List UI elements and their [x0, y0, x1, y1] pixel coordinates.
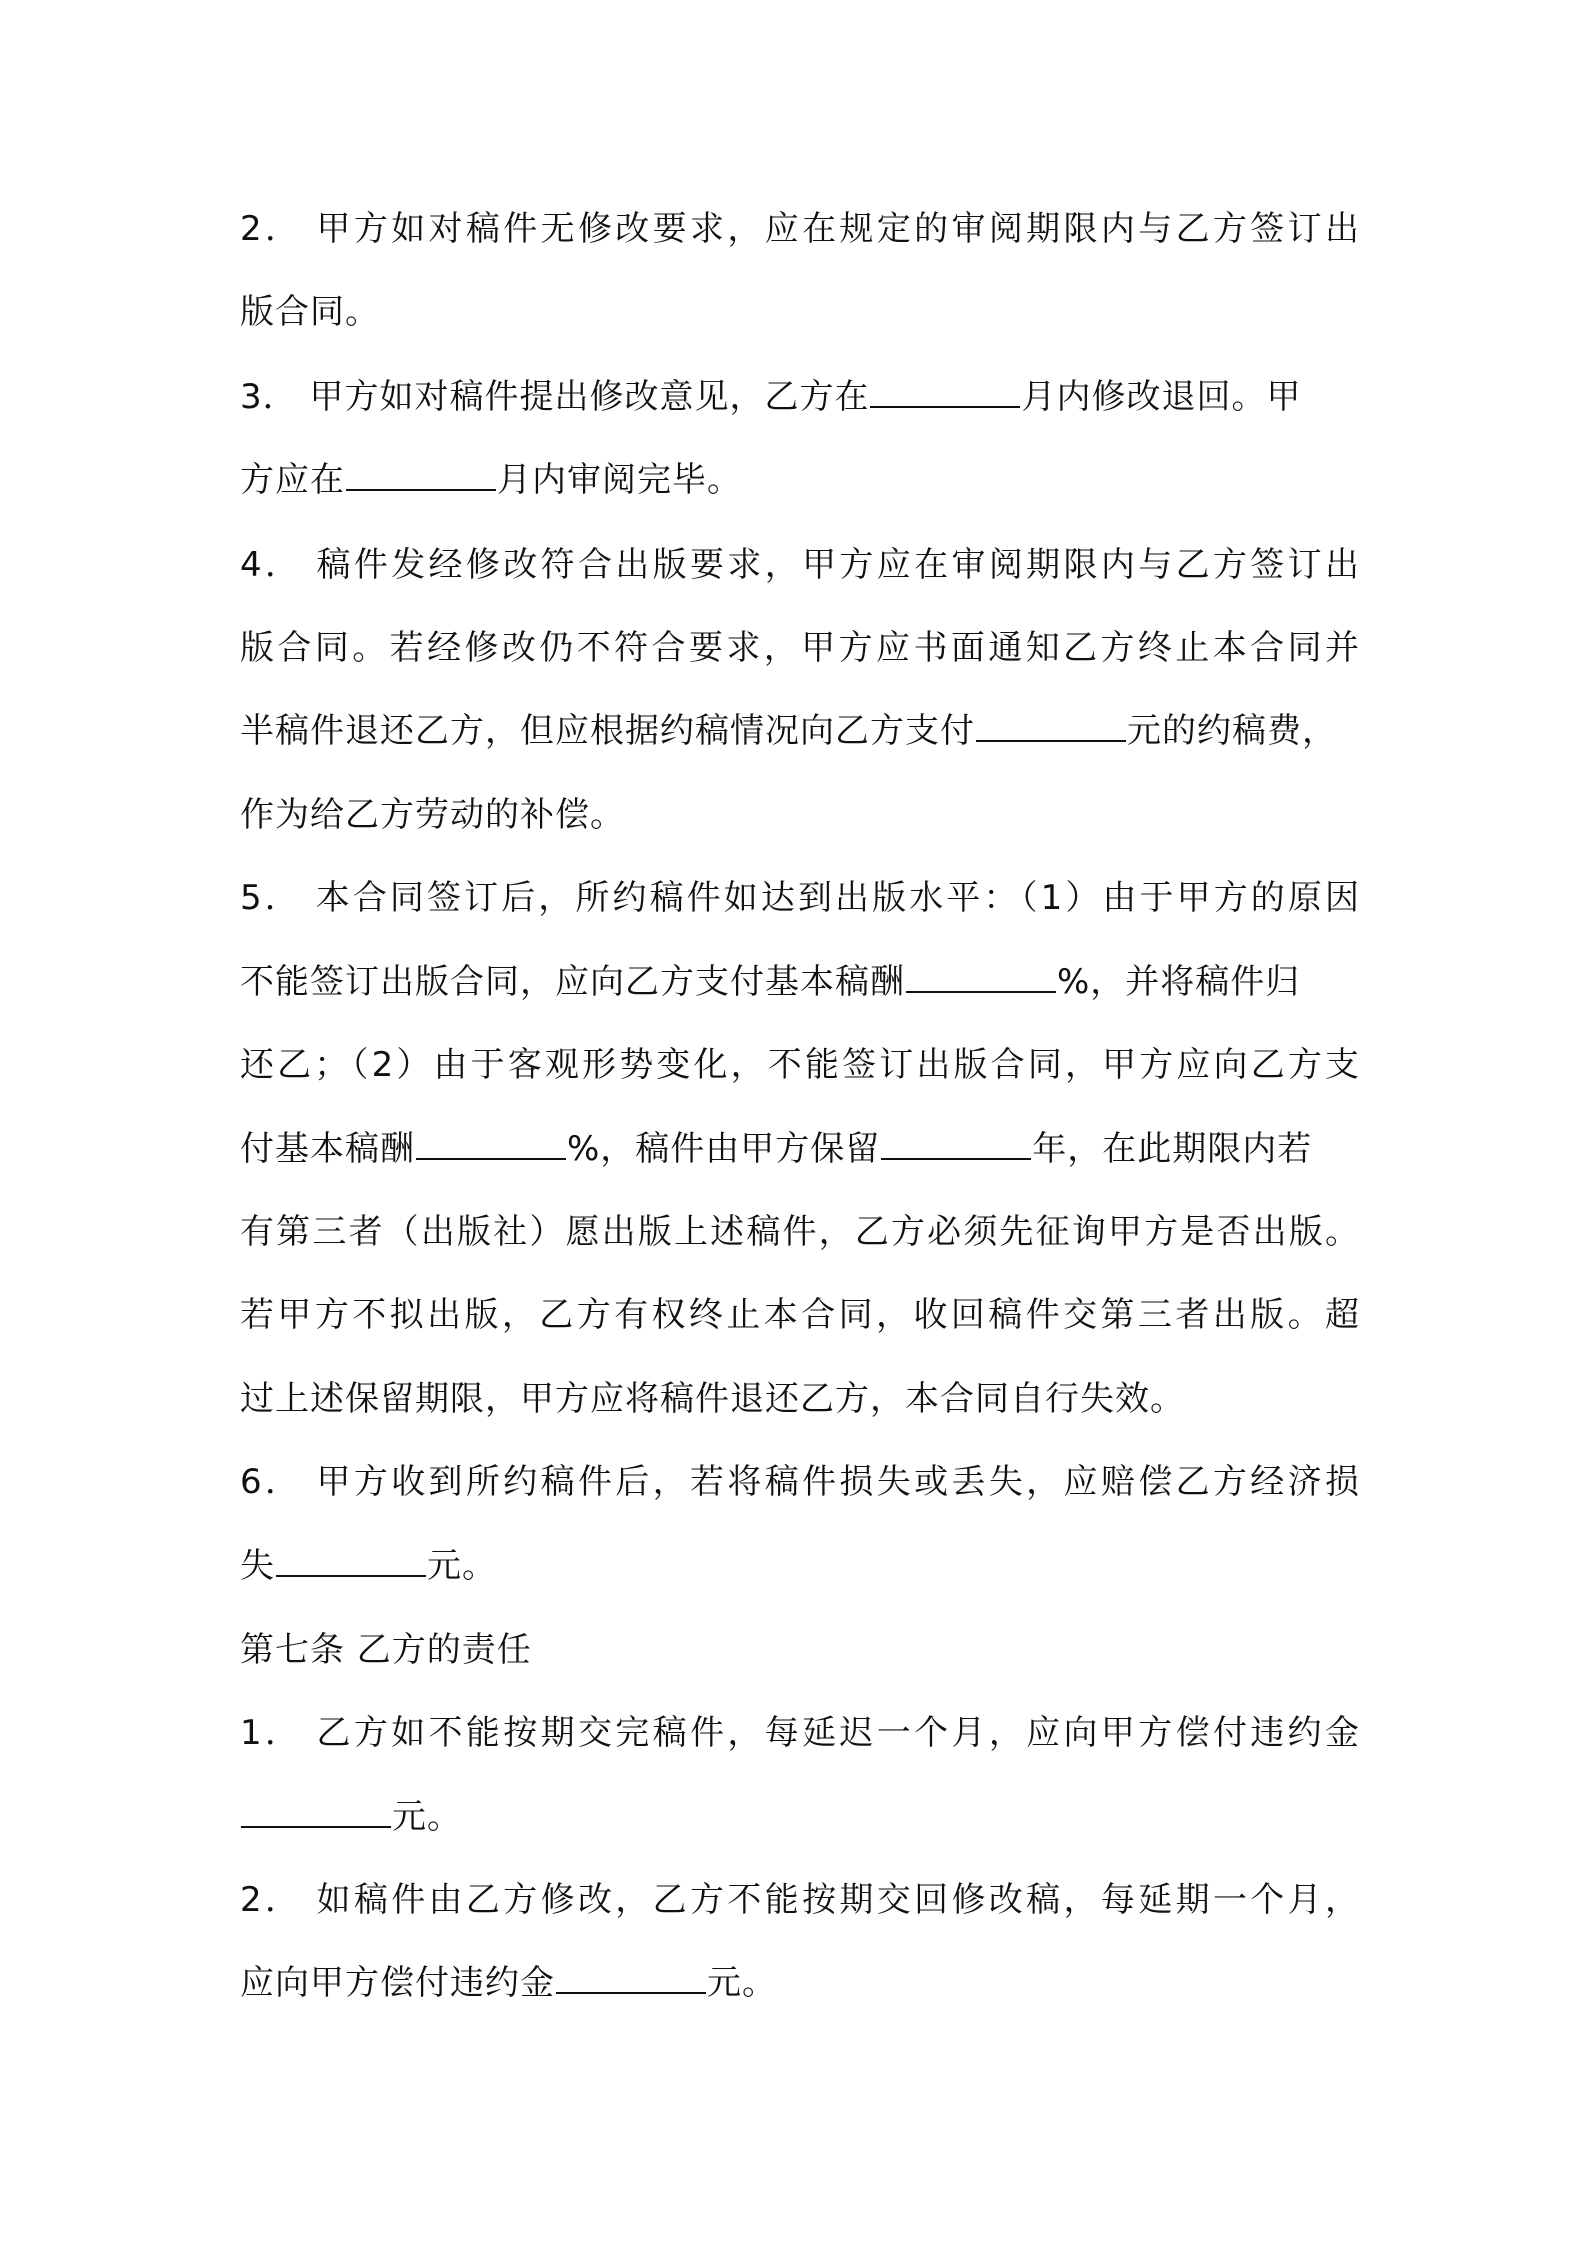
fill-in-blank[interactable] [276, 1547, 426, 1577]
text-line [240, 1538, 1360, 1594]
fill-in-blank[interactable] [881, 1130, 1031, 1160]
text-line [240, 1789, 1360, 1845]
line-text: 月内修改退回。甲 [1021, 377, 1302, 417]
line-text: 应向甲方偿付违约金 [240, 1963, 555, 2003]
line-text: 版合同。若经修改仍不符合要求，甲方应书面通知乙方终止本合同并 [240, 628, 1360, 668]
text-line [240, 870, 1360, 926]
text-line [240, 284, 1360, 340]
line-text: 6． 甲方收到所约稿件后，若将稿件损失或丢失，应赔偿乙方经济损 [240, 1462, 1360, 1502]
line-text: 第七条 乙方的责任 [240, 1630, 532, 1670]
line-text: 2． 如稿件由乙方修改，乙方不能按期交回修改稿，每延期一个月， [240, 1880, 1360, 1920]
text-line [240, 703, 1360, 759]
line-text: %，稿件由甲方保留 [567, 1129, 881, 1169]
text-line [240, 1204, 1360, 1260]
line-text: 失 [240, 1546, 275, 1586]
line-text: 版合同。 [240, 292, 380, 332]
text-line [240, 1955, 1360, 2011]
line-text: 若甲方不拟出版，乙方有权终止本合同，收回稿件交第三者出版。超 [240, 1295, 1360, 1335]
line-text: 元。 [707, 1963, 777, 2003]
section-heading [240, 1622, 1360, 1678]
text-line [240, 1121, 1360, 1177]
text-line [240, 954, 1360, 1010]
text-line [240, 1454, 1360, 1510]
line-text: 元的约稿费， [1127, 711, 1337, 751]
fill-in-blank[interactable] [556, 1964, 706, 1994]
text-line [240, 537, 1360, 593]
line-text: 月内审阅完毕。 [497, 460, 742, 500]
line-text: 方应在 [240, 460, 345, 500]
text-line [240, 620, 1360, 676]
line-text: 有第三者（出版社）愿出版上述稿件，乙方必须先征询甲方是否出版。 [240, 1212, 1360, 1252]
text-line [240, 787, 1360, 843]
line-text: 1． 乙方如不能按期交完稿件，每延迟一个月，应向甲方偿付违约金 [240, 1713, 1360, 1753]
line-text: 3． 甲方如对稿件提出修改意见，乙方在 [240, 377, 870, 417]
text-line [240, 1037, 1360, 1093]
line-text: 半稿件退还乙方，但应根据约稿情况向乙方支付 [240, 711, 975, 751]
line-text: 5． 本合同签订后，所约稿件如达到出版水平：（1）由于甲方的原因 [240, 878, 1360, 918]
line-text: 还乙；（2）由于客观形势变化，不能签订出版合同，甲方应向乙方支 [240, 1045, 1360, 1085]
line-text: 作为给乙方劳动的补偿。 [240, 795, 625, 835]
text-line [240, 1287, 1360, 1343]
fill-in-blank[interactable] [416, 1130, 566, 1160]
fill-in-blank[interactable] [906, 963, 1056, 993]
text-line [240, 1705, 1360, 1761]
line-text: 年，在此期限内若 [1032, 1129, 1313, 1169]
fill-in-blank[interactable] [870, 378, 1020, 408]
line-text: 不能签订出版合同，应向乙方支付基本稿酬 [240, 962, 905, 1002]
line-text: %，并将稿件归 [1057, 962, 1301, 1002]
text-line [240, 1872, 1360, 1928]
line-text: 2． 甲方如对稿件无修改要求，应在规定的审阅期限内与乙方签订出 [240, 209, 1360, 249]
line-text: 4． 稿件发经修改符合出版要求，甲方应在审阅期限内与乙方签订出 [240, 545, 1360, 585]
fill-in-blank[interactable] [976, 712, 1126, 742]
line-text: 过上述保留期限，甲方应将稿件退还乙方，本合同自行失效。 [240, 1379, 1185, 1419]
text-line [240, 369, 1360, 425]
fill-in-blank[interactable] [241, 1798, 391, 1828]
fill-in-blank[interactable] [346, 461, 496, 491]
line-text: 元。 [392, 1797, 462, 1837]
line-text: 付基本稿酬 [240, 1129, 415, 1169]
line-text: 元。 [427, 1546, 497, 1586]
text-line [240, 452, 1360, 508]
text-line [240, 201, 1360, 257]
text-line [240, 1371, 1360, 1427]
